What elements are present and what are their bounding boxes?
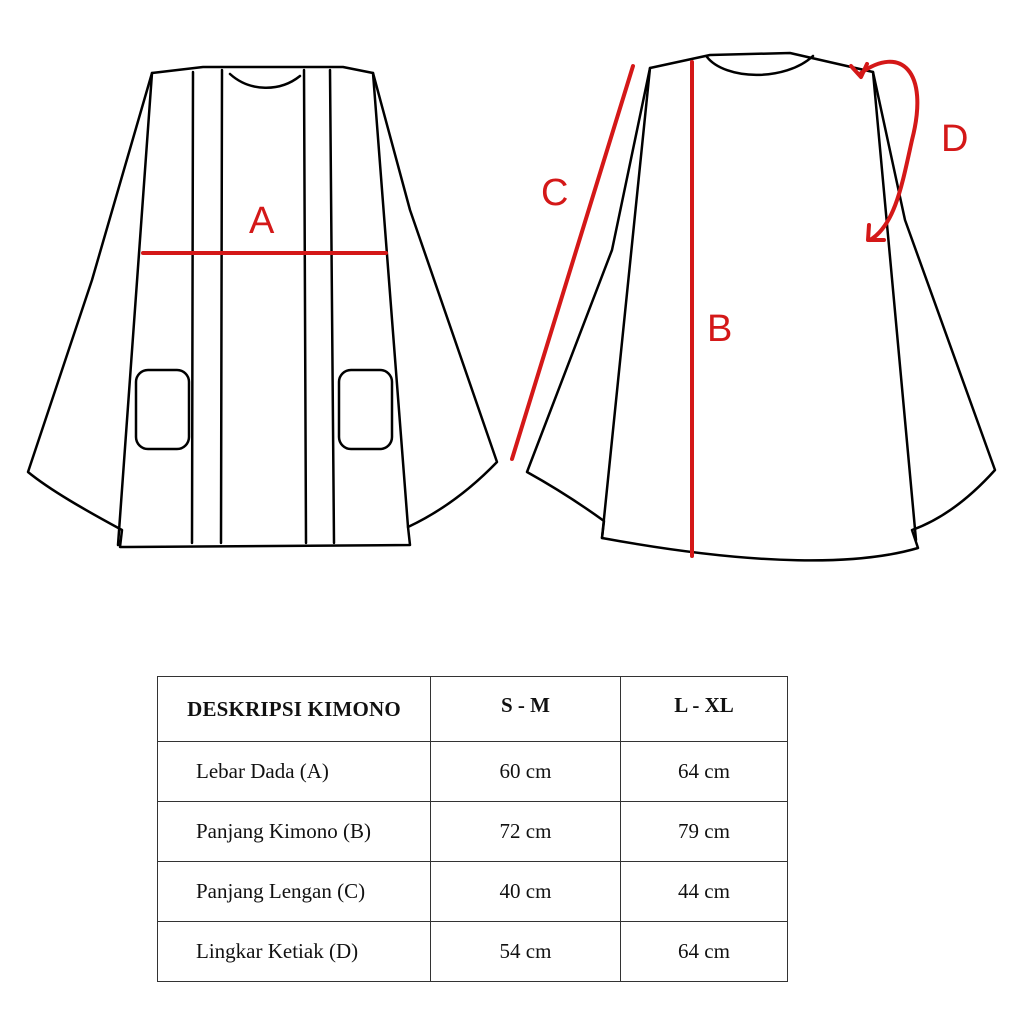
front-right-pocket [339, 370, 392, 449]
front-kimono-body [28, 67, 497, 547]
cell-size-s-m: 54 cm [431, 922, 621, 982]
front-left-panel-seam-inner [221, 70, 222, 543]
cell-size-l-xl: 79 cm [621, 802, 788, 862]
table-row [158, 742, 788, 802]
size-chart-table [157, 676, 788, 982]
measurement-b-label: B [707, 308, 733, 350]
cell-size-s-m: 60 cm [431, 742, 621, 802]
header-size-l-xl: L - XL [621, 677, 788, 742]
cell-size-l-xl: 64 cm [621, 922, 788, 982]
back-kimono-body [527, 53, 995, 560]
header-size-s-m: S - M [431, 677, 621, 742]
measurement-a-label: A [249, 200, 275, 242]
cell-size-l-xl: 44 cm [621, 862, 788, 922]
front-left-panel-seam-outer [192, 72, 193, 543]
cell-size-s-m: 72 cm [431, 802, 621, 862]
table-row [158, 862, 788, 922]
table-header-row [158, 677, 788, 742]
table-row [158, 922, 788, 982]
header-description: DESKRIPSI KIMONO [158, 677, 431, 742]
front-left-pocket [136, 370, 189, 449]
table-row [158, 802, 788, 862]
measurement-d-label: D [941, 118, 969, 160]
kimono-back-view [512, 53, 995, 560]
row-label: Panjang Lengan (C) [158, 862, 431, 922]
cell-size-s-m: 40 cm [431, 862, 621, 922]
kimono-front-view [28, 67, 497, 547]
row-label: Lebar Dada (A) [158, 742, 431, 802]
row-label: Panjang Kimono (B) [158, 802, 431, 862]
row-label: Lingkar Ketiak (D) [158, 922, 431, 982]
measurement-c-label: C [541, 172, 569, 214]
cell-size-l-xl: 64 cm [621, 742, 788, 802]
